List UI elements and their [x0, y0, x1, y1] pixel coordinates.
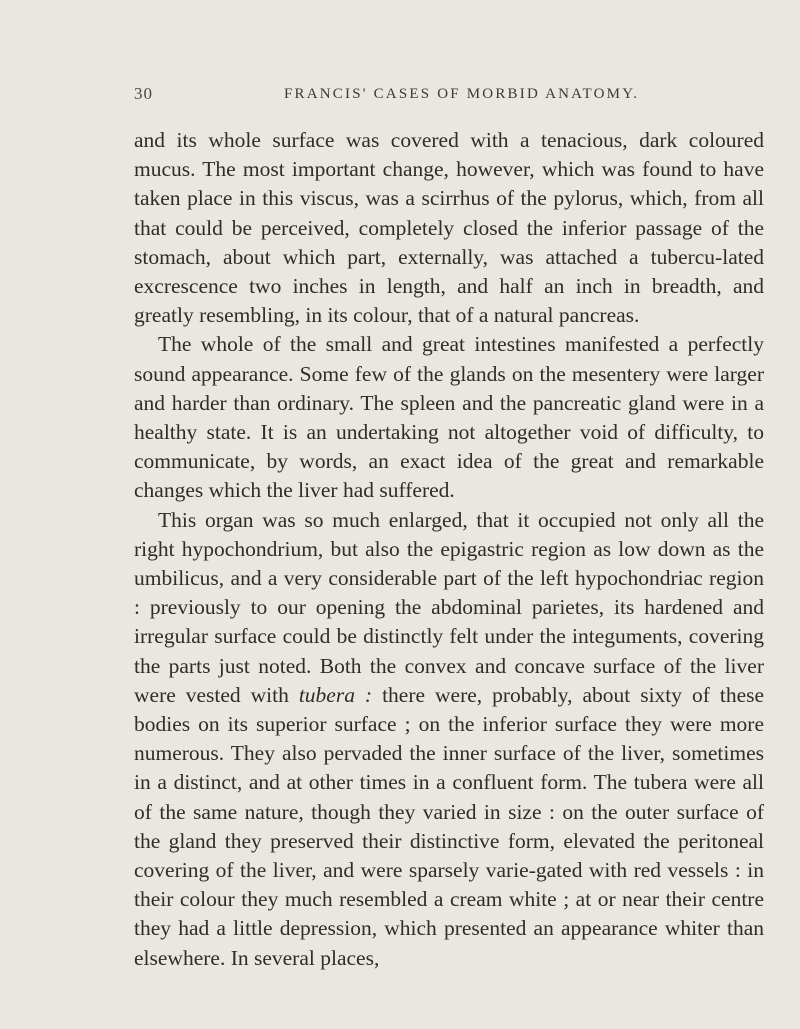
paragraph-2: The whole of the small and great intestines manifested a perfectly sound appearance. Some few of the glands on the mesentery were larger and harder than ordinary. The spleen and the pancreatic gland were in a healthy state. It is an undertaking not altogether void of difficulty, to communicate, by words, an exact idea of the great and remarkable changes which the liver had suffered. [134, 332, 764, 503]
paragraph-1: and its whole surface was covered with a tenacious, dark coloured mucus. The most important change, however, which was found to have taken place in this viscus, was a scirrhus of the pylorus, which, from all that could be perceived, completely closed the inferior passage of the stomach, about which part, externally, was attached a tubercu-lated excrescence two inches in length, and half an inch in breadth, and greatly resembling, in its colour, that of a natural pancreas. [134, 128, 764, 328]
page-header [134, 84, 754, 112]
paragraph-3 [134, 506, 764, 973]
italic-term-tubera: tubera : [298, 682, 373, 707]
page-number: 30 [134, 84, 153, 103]
paragraph-3-text-after: there were, probably, about sixty of these bodies on its superior surface ; on the inferior surface they were more numerous. They also pervaded the inner surface of the liver, sometimes in a distinct, and at other times in a confluent form. The tubera were all of the same nature, though they varied in size : on the outer surface of the gland they preserved their distinctive form, elevated the peritoneal covering of the liver, and were sparsely varie-gated with red vessels : in their colour they much resembled a cream white ; at or near their centre they had a little depression, which presented an appearance whiter than elsewhere. In several places, [134, 682, 765, 970]
paragraph-3-text-before: This organ was so much enlarged, that it occupied not only all the right hypochondrium, but also the epigastric region as low down as the umbilicus, and a very considerable part of the left hypochondriac region : previously to our opening the abdominal parietes, its hardened and irregular surface could be distinctly felt under the integuments, covering the parts just noted. Both the convex and concave surface of the liver were vested with [134, 507, 764, 707]
body-text [134, 126, 764, 973]
running-head: FRANCIS' CASES OF MORBID ANATOMY. [284, 86, 640, 102]
